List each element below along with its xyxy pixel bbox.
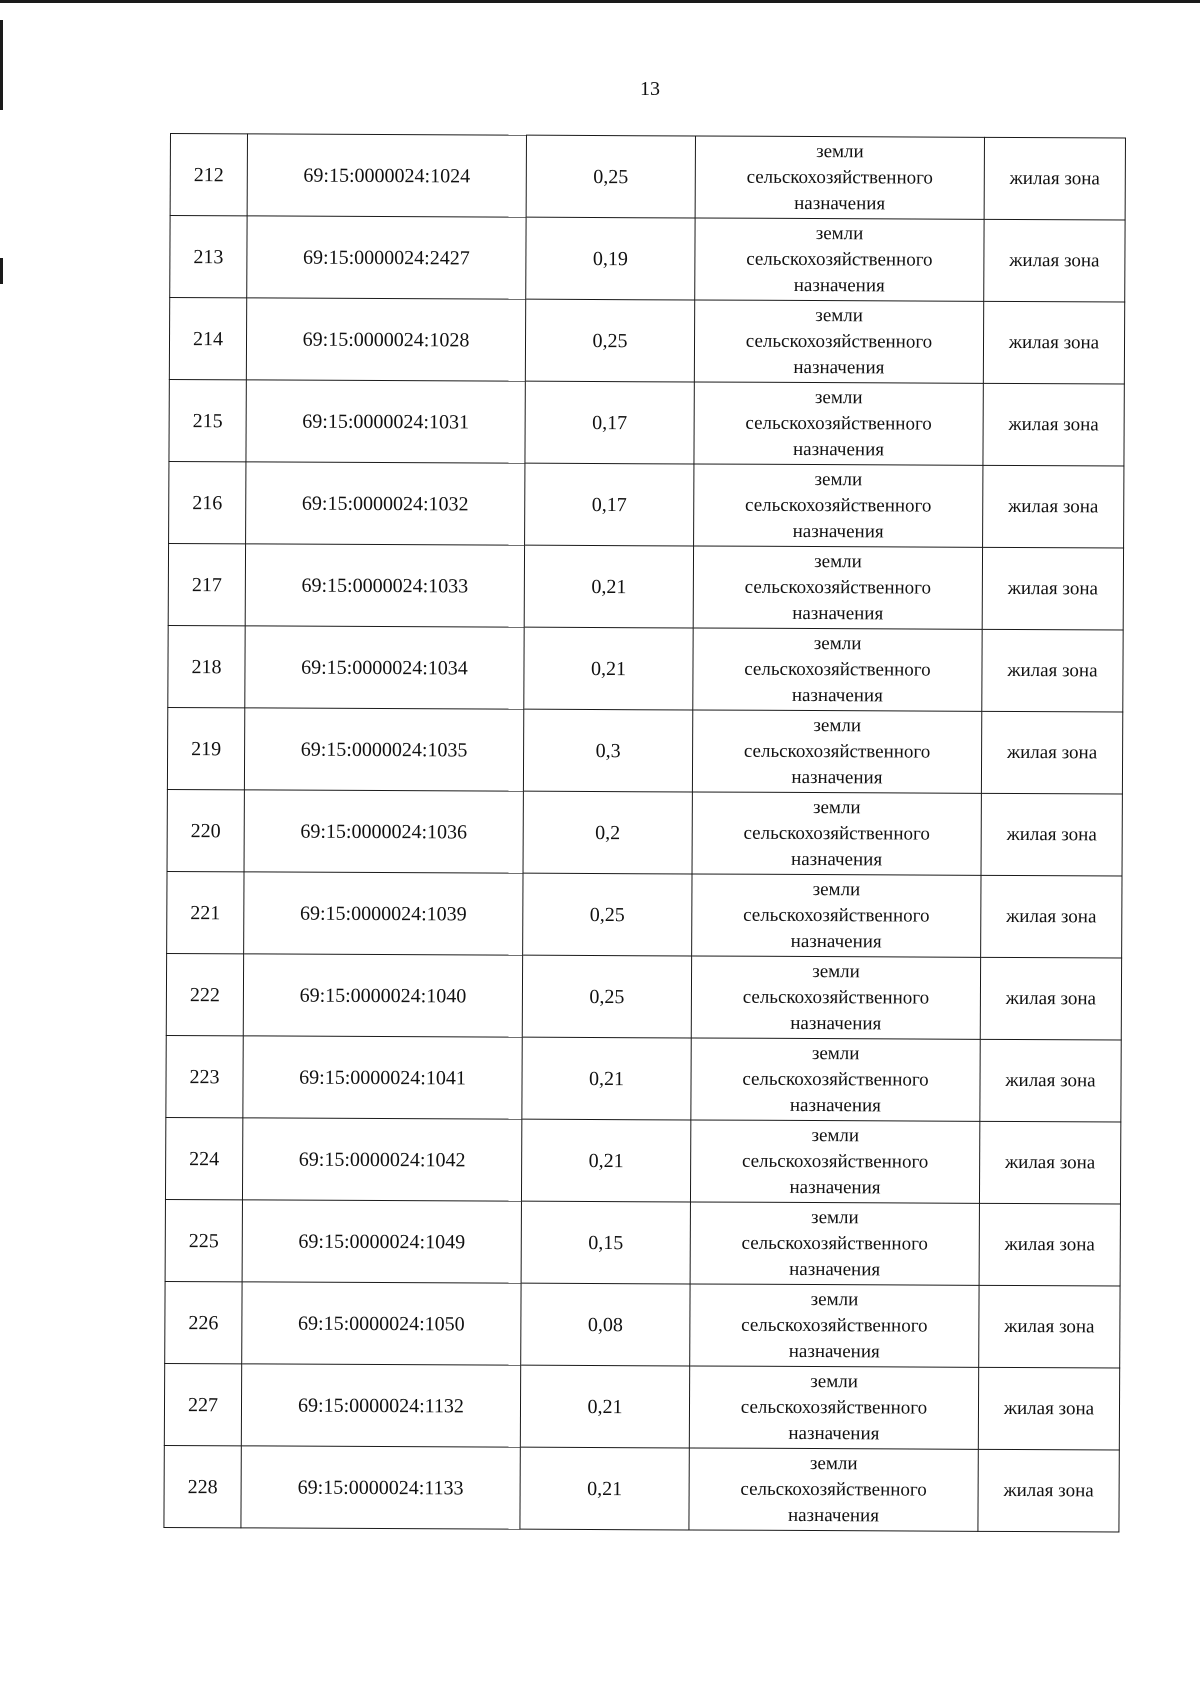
cadastral-number-cell: 69:15:0000024:1042 bbox=[242, 1118, 521, 1201]
table-row bbox=[167, 707, 1122, 793]
area-cell: 0,15 bbox=[521, 1201, 690, 1284]
land-category-line: земли bbox=[809, 1452, 858, 1474]
land-category-cell bbox=[692, 710, 981, 793]
table-row bbox=[166, 1035, 1121, 1121]
land-category-line: назначения bbox=[787, 1504, 880, 1526]
land-category-line: земли bbox=[811, 1124, 860, 1146]
land-category-cell bbox=[690, 1120, 979, 1203]
cadastral-number-cell: 69:15:0000024:1032 bbox=[246, 462, 525, 545]
land-category-line: сельскохозяйственного bbox=[741, 1314, 928, 1337]
cadastral-number-cell: 69:15:0000024:1031 bbox=[246, 380, 525, 463]
area-cell: 0,25 bbox=[526, 135, 695, 218]
scan-edge-top bbox=[0, 0, 1200, 3]
row-number-cell: 220 bbox=[167, 789, 244, 871]
row-number-cell: 214 bbox=[169, 298, 246, 380]
table-row bbox=[170, 134, 1125, 220]
zone-cell: жилая зона bbox=[978, 1367, 1119, 1450]
table-row bbox=[169, 298, 1124, 384]
row-number-cell: 227 bbox=[164, 1363, 241, 1445]
land-category-line: сельскохозяйственного bbox=[742, 1068, 929, 1091]
table-row bbox=[167, 789, 1122, 875]
land-category-line: земли bbox=[815, 222, 864, 244]
land-category-line: назначения bbox=[788, 1340, 880, 1362]
page-number: 13 bbox=[640, 78, 660, 100]
land-category-line: назначения bbox=[791, 766, 883, 788]
zone-cell: жилая зона bbox=[979, 1285, 1120, 1368]
zone-cell: жилая зона bbox=[981, 793, 1122, 876]
zone-cell: жилая зона bbox=[982, 629, 1123, 712]
land-category-line: земли bbox=[810, 1288, 859, 1310]
area-cell: 0,17 bbox=[525, 463, 694, 546]
area-cell: 0,19 bbox=[526, 217, 695, 300]
land-category-line: земли bbox=[812, 878, 861, 900]
land-category-cell bbox=[692, 792, 981, 875]
cadastral-number-cell: 69:15:0000024:1024 bbox=[247, 134, 526, 217]
table-row bbox=[168, 625, 1123, 711]
land-category-cell bbox=[695, 136, 984, 219]
land-category-line: назначения bbox=[789, 1176, 881, 1198]
land-category-line: сельскохозяйственного bbox=[743, 740, 931, 763]
land-category-line: назначения bbox=[790, 1012, 882, 1034]
zone-cell: жилая зона bbox=[979, 1121, 1120, 1204]
land-category-line: земли bbox=[813, 714, 862, 736]
area-cell: 0,21 bbox=[522, 1037, 691, 1120]
land-category-cell bbox=[689, 1366, 978, 1449]
land-category-cell bbox=[695, 218, 984, 301]
land-category-line: земли bbox=[811, 1206, 859, 1228]
zone-cell: жилая зона bbox=[984, 219, 1125, 302]
area-cell: 0,08 bbox=[521, 1283, 690, 1366]
cadastral-number-cell: 69:15:0000024:1132 bbox=[241, 1364, 520, 1447]
row-number-cell: 216 bbox=[169, 461, 246, 543]
cadastral-number-cell: 69:15:0000024:1041 bbox=[243, 1036, 522, 1119]
cadastral-number-cell: 69:15:0000024:1034 bbox=[245, 626, 524, 709]
zone-cell: жилая зона bbox=[984, 137, 1125, 220]
table-row bbox=[165, 1117, 1120, 1203]
land-category-cell bbox=[693, 546, 982, 629]
land-category-line: земли bbox=[814, 386, 863, 408]
land-category-line: сельскохозяйственного bbox=[746, 166, 934, 189]
row-number-cell: 223 bbox=[166, 1035, 243, 1117]
table-body bbox=[164, 134, 1126, 1532]
row-number-cell: 213 bbox=[170, 216, 247, 298]
zone-cell: жилая зона bbox=[981, 875, 1122, 958]
land-category-cell bbox=[690, 1202, 979, 1285]
land-category-cell bbox=[693, 628, 982, 711]
zone-cell: жилая зона bbox=[982, 547, 1123, 630]
land-category-line: назначения bbox=[792, 602, 884, 624]
zone-cell: жилая зона bbox=[980, 957, 1121, 1040]
zone-cell: жилая зона bbox=[983, 383, 1124, 466]
row-number-cell: 228 bbox=[164, 1445, 241, 1527]
area-cell: 0,2 bbox=[523, 791, 692, 874]
cadastral-number-cell: 69:15:0000024:1133 bbox=[241, 1446, 520, 1529]
land-category-line: земли bbox=[812, 960, 860, 982]
land-category-line: сельскохозяйственного bbox=[740, 1396, 928, 1419]
land-category-cell bbox=[691, 956, 980, 1039]
area-cell: 0,21 bbox=[524, 545, 693, 628]
row-number-cell: 215 bbox=[169, 379, 246, 461]
land-category-line: земли bbox=[812, 796, 861, 818]
land-category-line: назначения bbox=[791, 684, 883, 706]
area-cell: 0,25 bbox=[522, 955, 691, 1038]
cadastral-number-cell: 69:15:0000024:1040 bbox=[243, 954, 522, 1037]
cadastral-number-cell: 69:15:0000024:1039 bbox=[244, 872, 523, 955]
zone-cell: жилая зона bbox=[978, 1449, 1119, 1532]
cadastral-number-cell: 69:15:0000024:1036 bbox=[244, 790, 523, 873]
area-cell: 0,3 bbox=[523, 709, 692, 792]
land-category-cell bbox=[691, 1038, 980, 1121]
land-category-line: земли bbox=[811, 1042, 860, 1064]
zone-cell: жилая зона bbox=[980, 1039, 1121, 1122]
row-number-cell: 225 bbox=[165, 1199, 242, 1281]
land-category-line: назначения bbox=[791, 848, 883, 870]
land-category-line: земли bbox=[815, 304, 864, 326]
land-category-line: земли bbox=[810, 1370, 858, 1392]
cadastral-number-cell: 69:15:0000024:1050 bbox=[242, 1282, 521, 1365]
land-category-line: назначения bbox=[793, 274, 885, 296]
land-category-line: земли bbox=[813, 632, 862, 654]
land-category-line: назначения bbox=[792, 438, 885, 460]
cadastral-number-cell: 69:15:0000024:1028 bbox=[246, 298, 525, 381]
area-cell: 0,21 bbox=[520, 1365, 689, 1448]
land-category-line: назначения bbox=[793, 356, 885, 378]
land-category-line: назначения bbox=[790, 930, 882, 952]
table-row bbox=[169, 461, 1124, 547]
land-category-line: земли bbox=[814, 550, 862, 572]
row-number-cell: 222 bbox=[166, 953, 243, 1035]
land-category-line: сельскохозяйственного bbox=[745, 330, 933, 353]
table-row bbox=[164, 1363, 1119, 1449]
table-row bbox=[166, 953, 1121, 1039]
land-category-line: назначения bbox=[788, 1422, 880, 1444]
land-category-line: сельскохозяйственного bbox=[745, 494, 932, 517]
land-category-line: сельскохозяйственного bbox=[743, 822, 930, 845]
row-number-cell: 226 bbox=[165, 1281, 242, 1363]
area-cell: 0,17 bbox=[525, 381, 694, 464]
area-cell: 0,21 bbox=[524, 627, 693, 710]
land-category-line: сельскохозяйственного bbox=[746, 248, 933, 271]
land-category-line: земли bbox=[814, 468, 863, 490]
row-number-cell: 217 bbox=[168, 543, 245, 625]
scan-edge-left-mark bbox=[0, 258, 3, 284]
land-category-line: сельскохозяйственного bbox=[741, 1150, 929, 1173]
table-row bbox=[165, 1199, 1120, 1285]
land-category-cell bbox=[694, 382, 983, 465]
cadastral-number-cell: 69:15:0000024:1049 bbox=[242, 1200, 521, 1283]
land-category-cell bbox=[694, 300, 983, 383]
land-category-line: назначения bbox=[789, 1258, 881, 1280]
table-row bbox=[169, 379, 1124, 465]
land-category-cell bbox=[692, 874, 981, 957]
land-category-line: сельскохозяйственного bbox=[745, 412, 932, 435]
row-number-cell: 212 bbox=[170, 134, 247, 216]
area-cell: 0,21 bbox=[521, 1119, 690, 1202]
zone-cell: жилая зона bbox=[979, 1203, 1120, 1286]
zone-cell: жилая зона bbox=[981, 711, 1122, 794]
land-plot-table-wrapper bbox=[163, 133, 1125, 1532]
land-plot-table bbox=[163, 133, 1126, 1532]
zone-cell: жилая зона bbox=[983, 465, 1124, 548]
table-row bbox=[170, 216, 1125, 302]
row-number-cell: 221 bbox=[167, 871, 244, 953]
cadastral-number-cell: 69:15:0000024:2427 bbox=[247, 216, 526, 299]
land-category-line: земли bbox=[816, 140, 864, 162]
table-row bbox=[168, 543, 1123, 629]
land-category-line: назначения bbox=[792, 520, 884, 542]
cadastral-number-cell: 69:15:0000024:1033 bbox=[245, 544, 524, 627]
zone-cell: жилая зона bbox=[983, 301, 1124, 384]
land-category-line: сельскохозяйственного bbox=[743, 904, 930, 927]
land-category-line: сельскохозяйственного bbox=[744, 658, 931, 681]
land-category-cell bbox=[694, 464, 983, 547]
area-cell: 0,21 bbox=[520, 1447, 689, 1530]
land-category-line: сельскохозяйственного bbox=[744, 576, 932, 599]
table-row bbox=[167, 871, 1122, 957]
land-category-line: сельскохозяйственного bbox=[740, 1478, 927, 1501]
land-category-line: назначения bbox=[794, 192, 886, 214]
land-category-cell bbox=[689, 1448, 978, 1531]
table-row bbox=[165, 1281, 1120, 1367]
cadastral-number-cell: 69:15:0000024:1035 bbox=[244, 708, 523, 791]
land-category-line: назначения bbox=[789, 1094, 881, 1116]
table-row bbox=[164, 1445, 1119, 1531]
row-number-cell: 218 bbox=[168, 625, 245, 707]
land-category-line: сельскохозяйственного bbox=[742, 986, 930, 1009]
row-number-cell: 219 bbox=[167, 707, 244, 789]
land-category-cell bbox=[690, 1284, 979, 1367]
land-category-line: сельскохозяйственного bbox=[741, 1232, 928, 1255]
row-number-cell: 224 bbox=[165, 1117, 242, 1199]
area-cell: 0,25 bbox=[525, 299, 694, 382]
area-cell: 0,25 bbox=[523, 873, 692, 956]
